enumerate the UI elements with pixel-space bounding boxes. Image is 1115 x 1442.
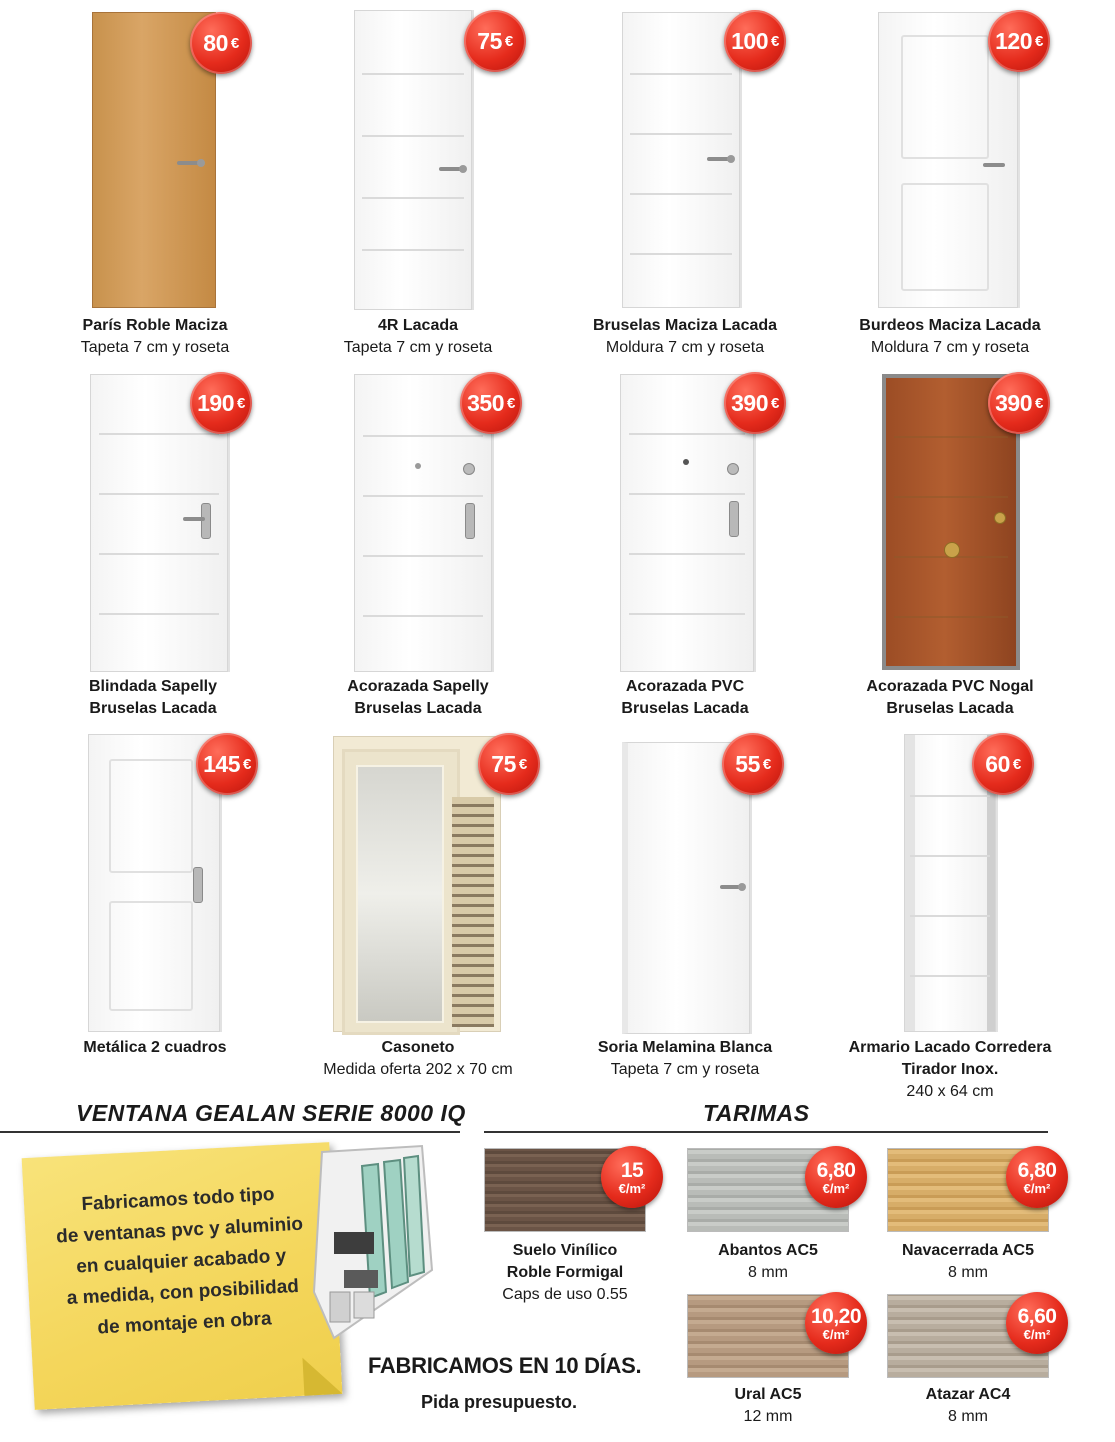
floor-caption: Navacerrada AC5 8 mm xyxy=(902,1242,1034,1281)
product-caption xyxy=(825,1037,1075,1103)
price-badge: 75 € xyxy=(478,733,540,795)
price-badge: 10,20 €/m² xyxy=(805,1292,867,1354)
door-rose xyxy=(727,155,735,163)
product-detail: Tapeta 7 cm y roseta xyxy=(80,339,230,356)
price-badge: 60 € xyxy=(972,733,1034,795)
price-badge: 100 € xyxy=(724,10,786,72)
product-name: Acorazada PVC Nogal xyxy=(866,678,1034,695)
door-rose xyxy=(197,159,205,167)
door-peephole xyxy=(683,459,689,465)
door-handle xyxy=(183,517,205,521)
product-name: Armario Lacado Corredera xyxy=(848,1039,1052,1056)
product-detail: Bruselas Lacada xyxy=(886,700,1014,717)
price-badge: 190 € xyxy=(190,372,252,434)
product-caption xyxy=(570,1037,800,1081)
floors-section-rule xyxy=(484,1131,1048,1133)
product-caption xyxy=(835,676,1065,720)
product-name: Acorazada PVC xyxy=(625,678,745,695)
door-knob xyxy=(944,542,960,558)
door-lock-plate xyxy=(465,503,475,539)
product-caption xyxy=(38,676,268,720)
price-badge: 6,80 €/m² xyxy=(805,1146,867,1208)
door-image-bruselas-maciza xyxy=(622,12,740,308)
product-caption xyxy=(570,676,800,720)
product-detail: Bruselas Lacada xyxy=(354,700,482,717)
product-detail: Moldura 7 cm y roseta xyxy=(870,339,1030,356)
price-badge: 350 € xyxy=(460,372,522,434)
product-name: París Roble Maciza xyxy=(82,317,228,334)
product-caption xyxy=(298,1037,538,1081)
door-handle xyxy=(983,163,1005,167)
floor-caption: Ural AC5 12 mm xyxy=(734,1386,802,1425)
door-lock-cylinder xyxy=(463,463,475,475)
price-badge: 80 € xyxy=(190,12,252,74)
product-name: Blindada Sapelly xyxy=(88,678,218,695)
door-handle xyxy=(720,885,740,889)
window-section-rule xyxy=(0,1131,460,1133)
window-subline: Pida presupuesto. xyxy=(421,1392,578,1412)
product-detail: Bruselas Lacada xyxy=(621,700,749,717)
window-headline: FABRICAMOS EN 10 DÍAS. xyxy=(368,1353,642,1378)
product-detail: 240 x 64 cm xyxy=(906,1083,994,1100)
floor-caption: Atazar AC4 8 mm xyxy=(925,1386,1011,1425)
product-name: Burdeos Maciza Lacada xyxy=(859,317,1041,334)
product-detail: Moldura 7 cm y roseta xyxy=(605,339,765,356)
product-detail: Tapeta 7 cm y roseta xyxy=(610,1061,760,1078)
price-badge: 55 € xyxy=(722,733,784,795)
product-name: 4R Lacada xyxy=(377,317,459,334)
product-name: Acorazada Sapelly xyxy=(347,678,489,695)
product-caption xyxy=(40,1037,270,1059)
product-name: Bruselas Maciza Lacada xyxy=(592,317,778,334)
door-image-4r-lacada xyxy=(354,10,472,310)
price-badge: 15 €/m² xyxy=(601,1146,663,1208)
price-badge: 6,60 €/m² xyxy=(1006,1292,1068,1354)
product-caption xyxy=(303,315,533,359)
note-text: Fabricamos todo tipo de ventanas pvc y aluminio en cualquier acabado y a medida, con posibilidad de montaje en obra xyxy=(55,1184,304,1339)
product-name: Metálica 2 cuadros xyxy=(83,1039,227,1056)
door-peephole xyxy=(415,463,421,469)
product-caption xyxy=(303,676,533,720)
door-image-casoneto xyxy=(333,736,501,1032)
product-detail: Medida oferta 202 x 70 cm xyxy=(323,1061,513,1078)
price-badge: 6,80 €/m² xyxy=(1006,1146,1068,1208)
floor-caption: Abantos AC5 8 mm xyxy=(718,1242,818,1281)
floor-caption: Suelo Vinílico Roble Formigal Caps de uso 0.55 xyxy=(502,1242,628,1303)
door-lock-cylinder xyxy=(994,512,1006,524)
door-rose xyxy=(738,883,746,891)
product-name: Soria Melamina Blanca xyxy=(597,1039,773,1056)
door-lock-plate xyxy=(729,501,739,537)
price-badge: 390 € xyxy=(724,372,786,434)
price-badge: 120 € xyxy=(988,10,1050,72)
price-badge: 75 € xyxy=(464,10,526,72)
price-badge: 145 € xyxy=(196,733,258,795)
door-lock-plate xyxy=(193,867,203,903)
sticky-note xyxy=(22,1142,343,1410)
floors-section-title: TARIMAS xyxy=(703,1100,810,1126)
product-detail: Bruselas Lacada xyxy=(89,700,217,717)
product-name-2: Tirador Inox. xyxy=(901,1061,999,1078)
glass-panel xyxy=(356,765,444,1023)
product-name: Casoneto xyxy=(381,1039,455,1056)
door-lock-cylinder xyxy=(727,463,739,475)
product-detail: Tapeta 7 cm y roseta xyxy=(343,339,493,356)
window-section-title: VENTANA GEALAN SERIE 8000 IQ xyxy=(76,1100,466,1126)
door-lock-plate xyxy=(201,503,211,539)
door-rose xyxy=(459,165,467,173)
price-badge: 390 € xyxy=(988,372,1050,434)
note-folded-corner xyxy=(302,1356,342,1396)
pvc-window-profile-image xyxy=(304,1142,454,1342)
brick-wall xyxy=(452,797,494,1027)
product-caption xyxy=(40,315,270,359)
product-caption xyxy=(835,315,1065,359)
product-caption xyxy=(570,315,800,359)
